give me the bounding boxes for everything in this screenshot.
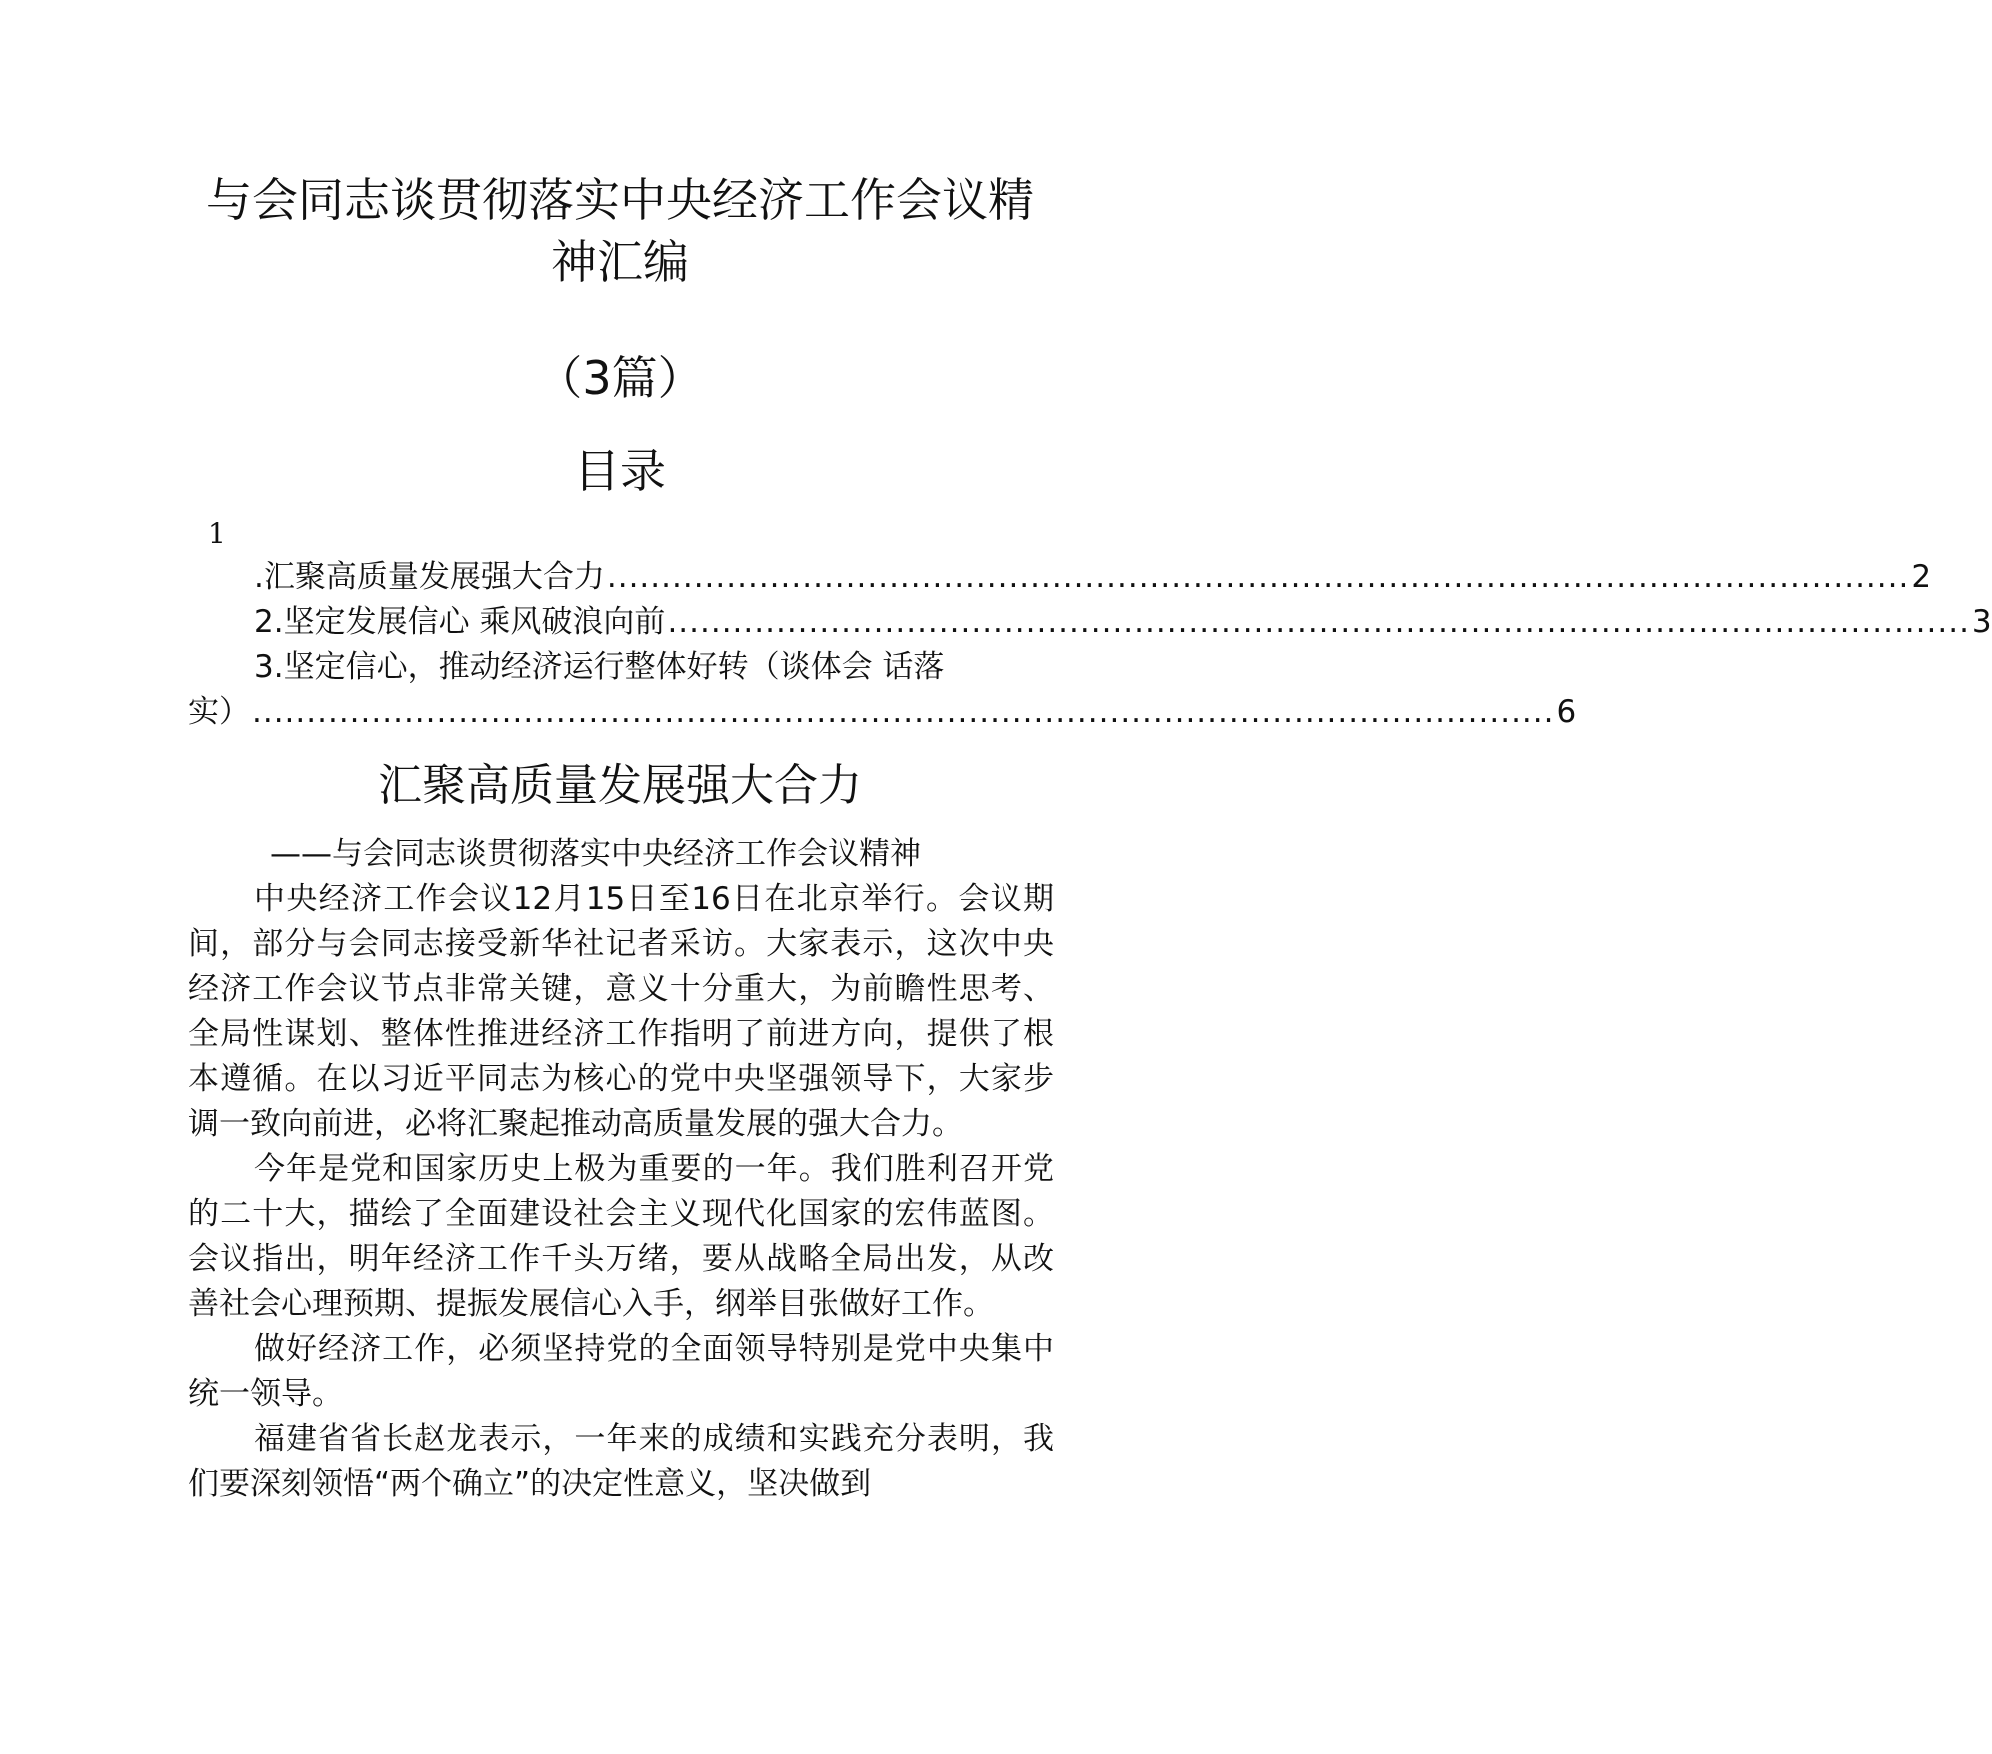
toc-item-label: .汇聚高质量发展强大合力 bbox=[254, 559, 605, 595]
toc-item-page: 6 bbox=[1556, 694, 1577, 730]
body-paragraph: 中央经济工作会议12月15日至16日在北京举行。会议期间，部分与会同志接受新华社记者采访。大家表示，这次中央经济工作会议节点非常关键，意义十分重大，为前瞻性思考、全局性谋划、整体性推进经济工作指明了前进方向，提供了根本遵循。在以习近平同志为核心的党中央坚强领导下，大家步调一致向前进，必将汇聚起推动高质量发展的强大合力。 bbox=[188, 881, 1054, 1142]
toc-item[interactable] bbox=[188, 555, 1932, 600]
toc-heading: 目录 bbox=[574, 444, 666, 498]
article-body bbox=[188, 877, 1054, 1507]
toc-item-page: 2 bbox=[1911, 559, 1932, 595]
toc-item[interactable] bbox=[188, 600, 1992, 645]
toc-item[interactable] bbox=[188, 645, 1054, 690]
toc-leader-dots: ........................................................................................................................ bbox=[606, 559, 1910, 595]
body-paragraph: 今年是党和国家历史上极为重要的一年。我们胜利召开党的二十大，描绘了全面建设社会主义现代化国家的宏伟蓝图。会议指出，明年经济工作千头万绪，要从战略全局出发，从改善社会心理预期、提振发展信心入手，纲举目张做好工作。 bbox=[188, 1151, 1054, 1322]
article-subtitle: ——与会同志谈贯彻落实中央经济工作会议精神 bbox=[270, 836, 921, 872]
document-title-line1: 与会同志谈贯彻落实中央经济工作会议精 bbox=[206, 173, 1034, 227]
toc-item-label-line1: 3.坚定信心，推动经济运行整体好转（谈体会 话落 bbox=[254, 649, 945, 685]
toc-number-prefix: 1 bbox=[208, 517, 226, 550]
article-title: 汇聚高质量发展强大合力 bbox=[378, 760, 862, 811]
toc-item-page: 3 bbox=[1971, 604, 1992, 640]
body-paragraph: 做好经济工作，必须坚持党的全面领导特别是党中央集中统一领导。 bbox=[188, 1331, 1054, 1412]
table-of-contents bbox=[188, 555, 1992, 735]
toc-item-continuation[interactable] bbox=[188, 690, 1577, 735]
toc-leader-dots: ........................................................................................................................ bbox=[667, 604, 1970, 640]
article-count-label: （3篇） bbox=[536, 351, 704, 405]
toc-item-label: 2.坚定发展信心 乘风破浪向前 bbox=[254, 604, 666, 640]
toc-item-label-line2: 实） bbox=[188, 694, 250, 730]
document-title-line2: 神汇编 bbox=[551, 235, 689, 289]
toc-leader-dots: ........................................................................................................................ bbox=[252, 694, 1555, 730]
body-paragraph: 福建省省长赵龙表示，一年来的成绩和实践充分表明，我们要深刻领悟“两个确立”的决定性意义，坚决做到 bbox=[188, 1421, 1054, 1502]
